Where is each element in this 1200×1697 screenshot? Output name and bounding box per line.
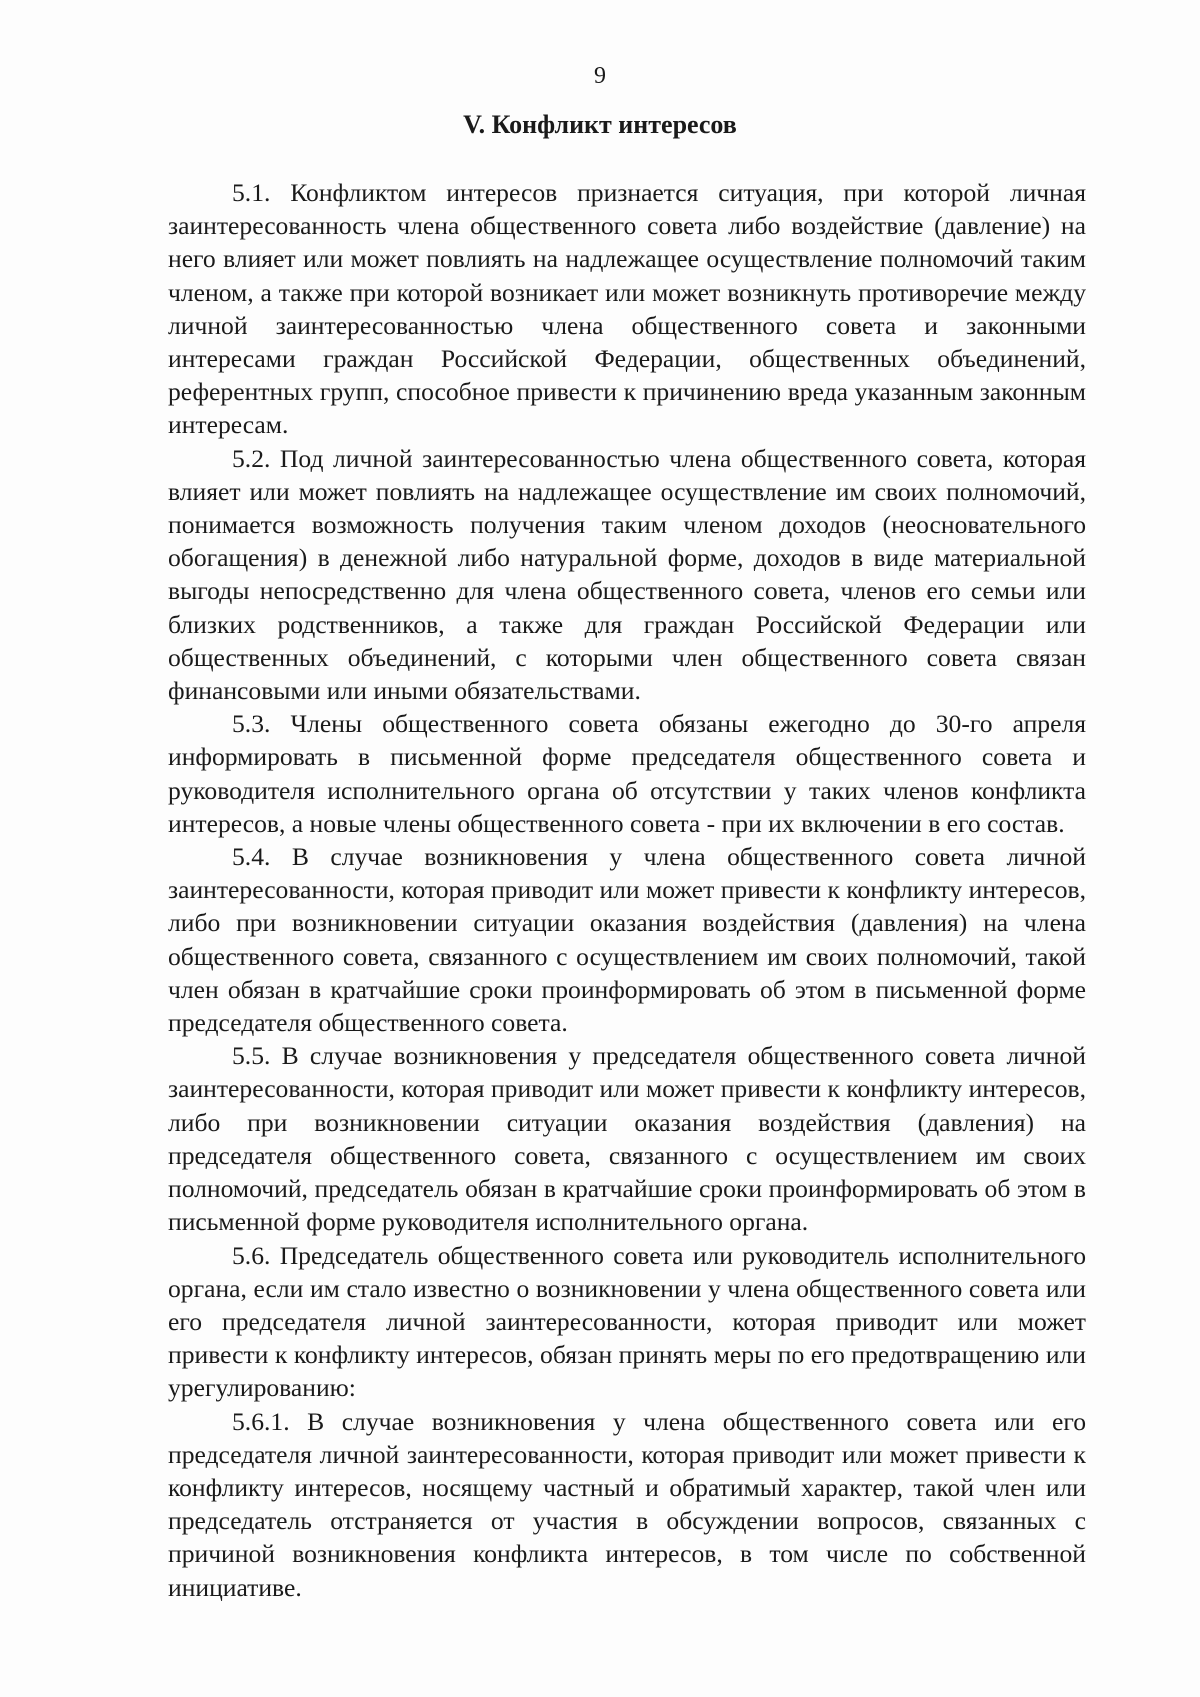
paragraph-5-2: 5.2. Под личной заинтересованностью члена общественного совета, которая влияет или может повлиять на надлежащее осуществление им своих полномочий, понимается возможность получения таким членом доходов (неосновательного обогащения) в денежной либо натуральной форме, доходов в виде материальной выгоды непосредственно для члена общественного совета, членов его семьи или близких родственников, а также для граждан Российской Федерации или общественных объединений, с которыми член общественного совета связан финансовыми или иными обязательствами. [168, 443, 1086, 706]
paragraph-5-6: 5.6. Председатель общественного совета или руководитель исполнительного органа, если им стало известно о возникновении у члена общественного совета или его председателя личной заинтересованности, которая приводит или может привести к конфликту интересов, обязан принять меры по его предотвращению или урегулированию: [168, 1240, 1086, 1403]
page-number: 9 [594, 63, 606, 89]
paragraph-5-3: 5.3. Члены общественного совета обязаны ежегодно до 30-го апреля информировать в письменной форме председателя общественного совета и руководителя исполнительного органа об отсутствии у таких членов конфликта интересов, а новые члены общественного совета - при их включении в его состав. [168, 709, 1086, 838]
document-body [168, 176, 1086, 1604]
section-title: V. Конфликт интересов [463, 110, 737, 139]
paragraph-5-6-1: 5.6.1. В случае возникновения у члена общественного совета или его председателя личной заинтересованности, которая приводит или может привести к конфликту интересов, носящему частный и обратимый характер, такой член или председатель отстраняется от участия в обсуждении вопросов, связанных с причиной возникновения конфликта интересов, в том числе по собственной инициативе. [168, 1406, 1086, 1602]
paragraph-5-5: 5.5. В случае возникновения у председателя общественного совета личной заинтересованности, которая приводит или может привести к конфликту интересов, либо при возникновении ситуации оказания воздействия (давления) на председателя общественного совета, связанного с осуществлением им своих полномочий, председатель обязан в кратчайшие сроки проинформировать об этом в письменной форме руководителя исполнительного органа. [168, 1041, 1086, 1237]
paragraph-5-1: 5.1. Конфликтом интересов признается ситуация, при которой личная заинтересованность члена общественного совета либо воздействие (давление) на него влияет или может повлиять на надлежащее осуществление полномочий таким членом, а также при которой возникает или может возникнуть противоречие между личной заинтересованностью члена общественного совета и законными интересами граждан Российской Федерации, общественных объединений, референтных групп, способное привести к причинению вреда указанным законным интересам. [168, 178, 1086, 440]
paragraph-5-4: 5.4. В случае возникновения у члена общественного совета личной заинтересованности, которая приводит или может привести к конфликту интересов, либо при возникновении ситуации оказания воздействия (давления) на члена общественного совета, связанного с осуществлением им своих полномочий, такой член обязан в кратчайшие сроки проинформировать об этом в письменной форме председателя общественного совета. [168, 842, 1086, 1038]
